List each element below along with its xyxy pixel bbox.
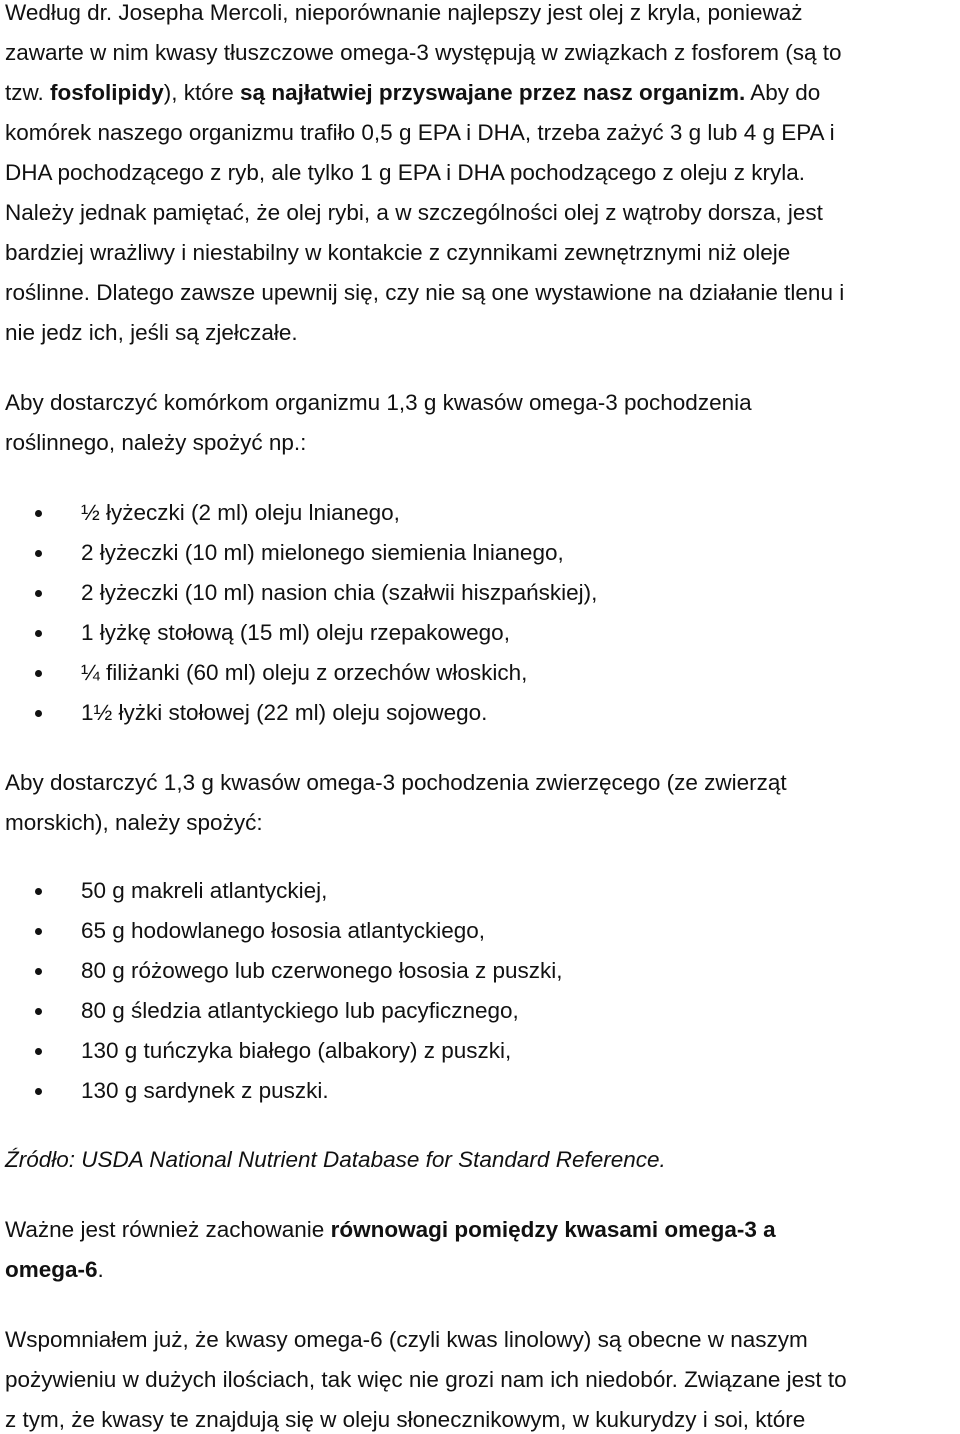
- list-item-text: ½ łyżeczki (2 ml) oleju lnianego,: [81, 500, 400, 525]
- para5-line1: Wspomniałem już, że kwasy omega-6 (czyli kwas linolowy) są obecne w naszym: [5, 1327, 808, 1352]
- list-item-text: 130 g sardynek z puszki.: [81, 1078, 329, 1103]
- para3-line2: morskich), należy spożyć:: [5, 810, 263, 835]
- para1-line9: nie jedz ich, jeśli są zjełczałe.: [5, 320, 298, 345]
- list-item-text: 1 łyżkę stołową (15 ml) oleju rzepakowego,: [81, 620, 510, 645]
- bullet-icon: [35, 1048, 42, 1055]
- list-item-text: 80 g różowego lub czerwonego łososia z puszki,: [81, 958, 563, 983]
- bullet-icon: [35, 710, 42, 717]
- para1-line3-text3: Aby do: [745, 80, 821, 105]
- bullet-icon: [35, 590, 42, 597]
- emphasis-absorption: są najłatwiej przyswajane przez nasz organizm.: [240, 80, 746, 105]
- list-item-text: 1½ łyżki stołowej (22 ml) oleju sojowego.: [81, 700, 488, 725]
- para4-line2: [5, 1257, 104, 1283]
- para1-line7: bardziej wrażliwy i niestabilny w kontakcie z czynnikami zewnętrznymi niż oleje: [5, 240, 791, 265]
- source-note-text: Źródło: USDA National Nutrient Database for Standard Reference.: [5, 1147, 666, 1172]
- source-note: [5, 1147, 666, 1173]
- para1-line8: roślinne. Dlatego zawsze upewnij się, czy nie są one wystawione na działanie tlenu i: [5, 280, 845, 305]
- list-item-text: 2 łyżeczki (10 ml) nasion chia (szałwii hiszpańskiej),: [81, 580, 598, 605]
- term-fosfolipidy: fosfolipidy: [50, 80, 164, 105]
- bullet-icon: [35, 550, 42, 557]
- para4-line1: [5, 1217, 776, 1243]
- bullet-icon: [35, 670, 42, 677]
- para1-line4: komórek naszego organizmu trafiło 0,5 g EPA i DHA, trzeba zażyć 3 g lub 4 g EPA i: [5, 120, 835, 145]
- emphasis-omega6: omega-6: [5, 1257, 98, 1282]
- bullet-icon: [35, 1088, 42, 1095]
- bullet-icon: [35, 928, 42, 935]
- list-item-text: 50 g makreli atlantyckiej,: [81, 878, 328, 903]
- bullet-icon: [35, 630, 42, 637]
- para3-line1: Aby dostarczyć 1,3 g kwasów omega-3 pochodzenia zwierzęcego (ze zwierząt: [5, 770, 787, 795]
- para5-line2: pożywieniu w dużych ilościach, tak więc nie grozi nam ich niedobór. Związane jest to: [5, 1367, 847, 1392]
- para1-line6: Należy jednak pamiętać, że olej rybi, a w szczególności olej z wątroby dorsza, jest: [5, 200, 823, 225]
- para1-line3-text2: ), które: [163, 80, 241, 105]
- para5-line3: z tym, że kwasy te znajdują się w oleju słonecznikowym, w kukurydzy i soi, które: [5, 1407, 806, 1432]
- para1-line5: DHA pochodzącego z ryb, ale tylko 1 g EPA i DHA pochodzącego z oleju z kryla.: [5, 160, 806, 185]
- bullet-icon: [35, 968, 42, 975]
- para1-line2: zawarte w nim kwasy tłuszczowe omega-3 występują w związkach z fosforem (są to: [5, 40, 842, 65]
- list-item-text: 2 łyżeczki (10 ml) mielonego siemienia lnianego,: [81, 540, 564, 565]
- list-item-text: 80 g śledzia atlantyckiego lub pacyficznego,: [81, 998, 519, 1023]
- para4-text: Ważne jest również zachowanie: [5, 1217, 331, 1242]
- para1-line3: [5, 80, 820, 106]
- emphasis-balance: równowagi pomiędzy kwasami omega-3 a: [330, 1217, 776, 1242]
- list-item-text: 65 g hodowlanego łososia atlantyckiego,: [81, 918, 486, 943]
- para2-line1: Aby dostarczyć komórkom organizmu 1,3 g kwasów omega-3 pochodzenia: [5, 390, 752, 415]
- bullet-icon: [35, 510, 42, 517]
- para1-line1: Według dr. Josepha Mercoli, nieporównanie najlepszy jest olej z kryla, ponieważ: [5, 0, 803, 25]
- list-item-text: 130 g tuńczyka białego (albakory) z puszki,: [81, 1038, 512, 1063]
- bullet-icon: [35, 888, 42, 895]
- para2-line2: roślinnego, należy spożyć np.:: [5, 430, 307, 455]
- list-item-text: ¼ filiżanki (60 ml) oleju z orzechów włoskich,: [81, 660, 528, 685]
- para1-line3-text: tzw.: [5, 80, 51, 105]
- bullet-icon: [35, 1008, 42, 1015]
- para4-period: .: [97, 1257, 104, 1282]
